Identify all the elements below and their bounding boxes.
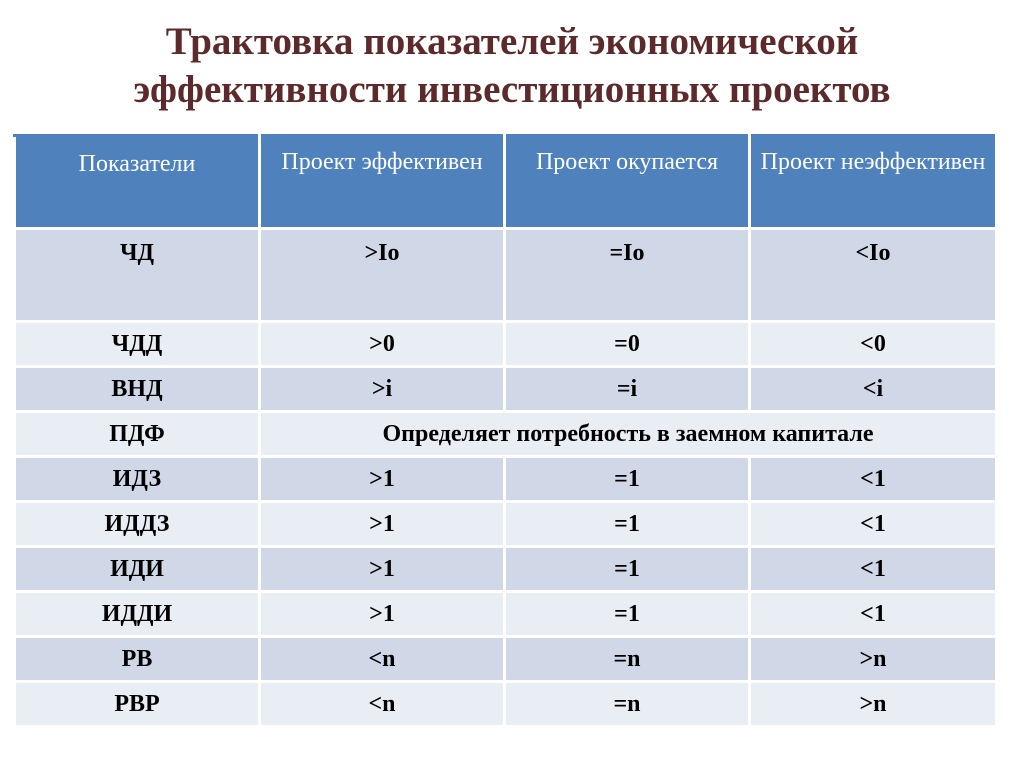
row-indicator-name: РВР: [15, 682, 260, 727]
cell-payback: =1: [505, 457, 750, 502]
cell-ineffective: <i: [750, 367, 997, 412]
cell-effective: >1: [260, 457, 505, 502]
table-row: [15, 592, 997, 637]
cell-payback: =1: [505, 502, 750, 547]
table-row: [15, 367, 997, 412]
cell-payback: =n: [505, 637, 750, 682]
table-row: [15, 682, 997, 727]
slide-title: [0, 18, 1024, 114]
header-payback: Проект окупается: [505, 136, 750, 229]
table-row: [15, 457, 997, 502]
indicators-table: [13, 134, 998, 728]
cell-effective: >1: [260, 502, 505, 547]
row-indicator-name: ЧДД: [15, 322, 260, 367]
cell-payback: =n: [505, 682, 750, 727]
cell-effective: >1: [260, 592, 505, 637]
cell-ineffective: >n: [750, 637, 997, 682]
cell-effective: <n: [260, 637, 505, 682]
cell-payback: =0: [505, 322, 750, 367]
row-indicator-name: РВ: [15, 637, 260, 682]
cell-ineffective: <1: [750, 547, 997, 592]
slide-title-line-2: эффективности инвестиционных проектов: [133, 68, 891, 111]
cell-effective: >i: [260, 367, 505, 412]
table-row: [15, 322, 997, 367]
table-header-row: [15, 136, 997, 229]
table-row: [15, 412, 997, 457]
cell-ineffective: <1: [750, 592, 997, 637]
row-indicator-name: ИДИ: [15, 547, 260, 592]
cell-ineffective: <Io: [750, 229, 997, 322]
slide-title-line-1: Трактовка показателей экономической: [165, 20, 859, 63]
header-indicators: Показатели: [15, 136, 260, 229]
table-row: [15, 229, 997, 322]
table-row: [15, 502, 997, 547]
cell-ineffective: <0: [750, 322, 997, 367]
row-indicator-name: ИДДЗ: [15, 502, 260, 547]
table-row: [15, 547, 997, 592]
cell-effective: >1: [260, 547, 505, 592]
table-row: [15, 637, 997, 682]
cell-ineffective: >n: [750, 682, 997, 727]
header-effective: Проект эффективен: [260, 136, 505, 229]
cell-effective: <n: [260, 682, 505, 727]
row-indicator-name: ИДДИ: [15, 592, 260, 637]
merged-description-cell: Определяет потребность в заемном капитале: [260, 412, 997, 457]
cell-effective: >0: [260, 322, 505, 367]
cell-payback: =i: [505, 367, 750, 412]
row-indicator-name: ПДФ: [15, 412, 260, 457]
cell-payback: =1: [505, 592, 750, 637]
row-indicator-name: ВНД: [15, 367, 260, 412]
cell-ineffective: <1: [750, 457, 997, 502]
row-indicator-name: ЧД: [15, 229, 260, 322]
cell-ineffective: <1: [750, 502, 997, 547]
header-ineffective: Проект неэффективен: [750, 136, 997, 229]
cell-effective: >Io: [260, 229, 505, 322]
row-indicator-name: ИДЗ: [15, 457, 260, 502]
cell-payback: =1: [505, 547, 750, 592]
cell-payback: =Io: [505, 229, 750, 322]
